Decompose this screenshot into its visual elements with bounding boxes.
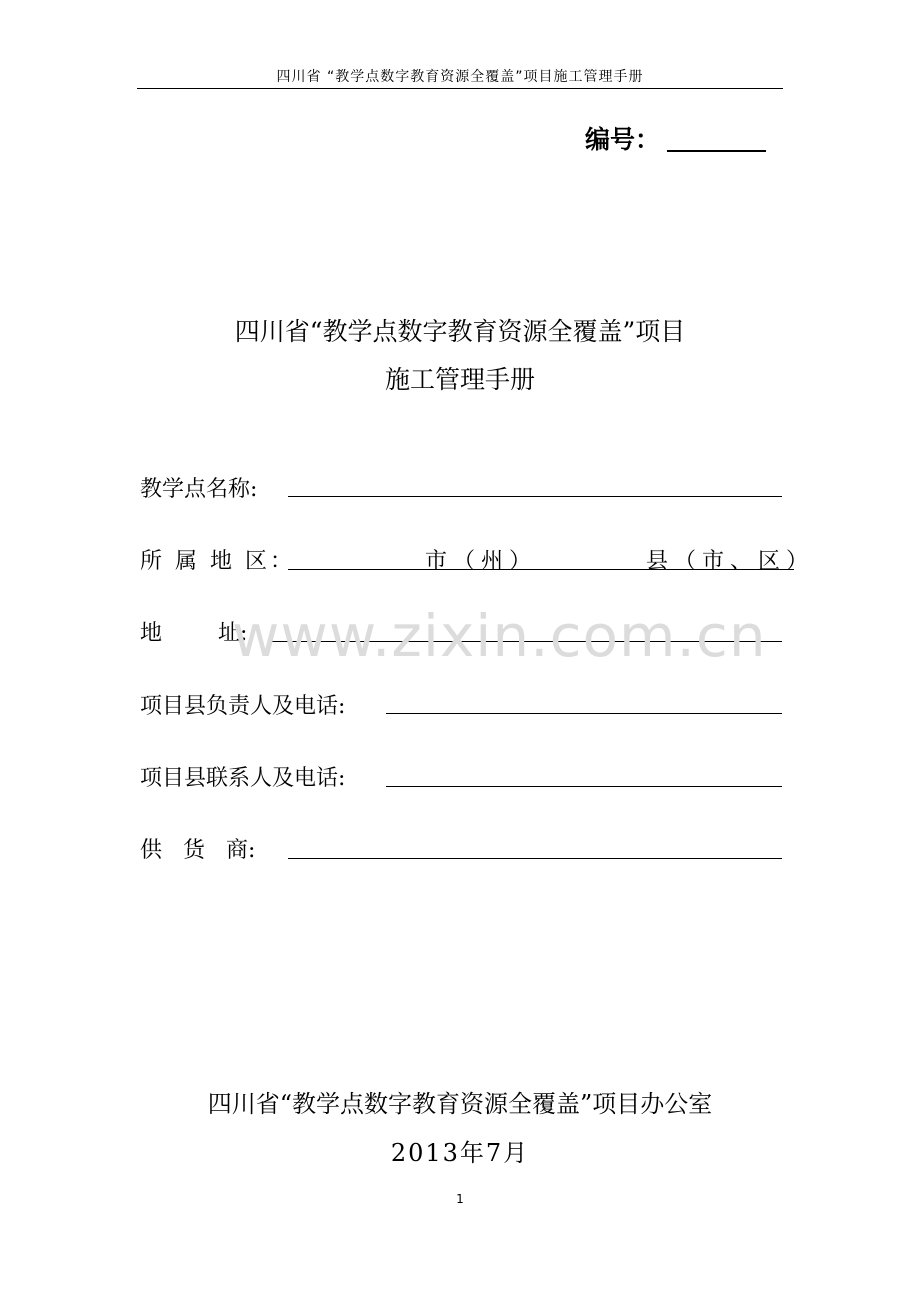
document-title-line2: 施工管理手册 xyxy=(384,365,535,394)
issue-date: 2013年7月 xyxy=(390,1139,530,1167)
county-leader-label: 项目县负责人及电话: xyxy=(140,694,346,719)
supplier-blank xyxy=(288,858,782,859)
header-divider xyxy=(137,88,783,89)
running-header: 四川省 “教学点数字教育资源全覆盖”项目施工管理手册 xyxy=(276,69,644,85)
county-leader-blank xyxy=(386,713,782,714)
region-label: 所 属 地 区： xyxy=(140,549,295,574)
county-contact-blank xyxy=(386,786,782,787)
supplier-label: 供 货 商: xyxy=(140,838,256,863)
county-contact-label: 项目县联系人及电话: xyxy=(140,766,346,791)
site-name-label: 教学点名称: xyxy=(140,477,258,502)
region-city-text: 市（州） xyxy=(425,549,538,574)
document-number-label: 编号： xyxy=(585,125,661,154)
document-number-blank xyxy=(667,150,766,152)
issuing-organization: 四川省“教学点数字教育资源全覆盖”项目办公室 xyxy=(207,1090,713,1118)
page-number: 1 xyxy=(456,1192,464,1206)
region-county-text: 县（市、区） xyxy=(646,549,815,574)
document-title-line1: 四川省“教学点数字教育资源全覆盖”项目 xyxy=(234,317,686,346)
address-label: 地 址: xyxy=(140,621,248,646)
watermark: www.zixin.com.cn xyxy=(232,602,767,670)
site-name-blank xyxy=(288,496,782,497)
